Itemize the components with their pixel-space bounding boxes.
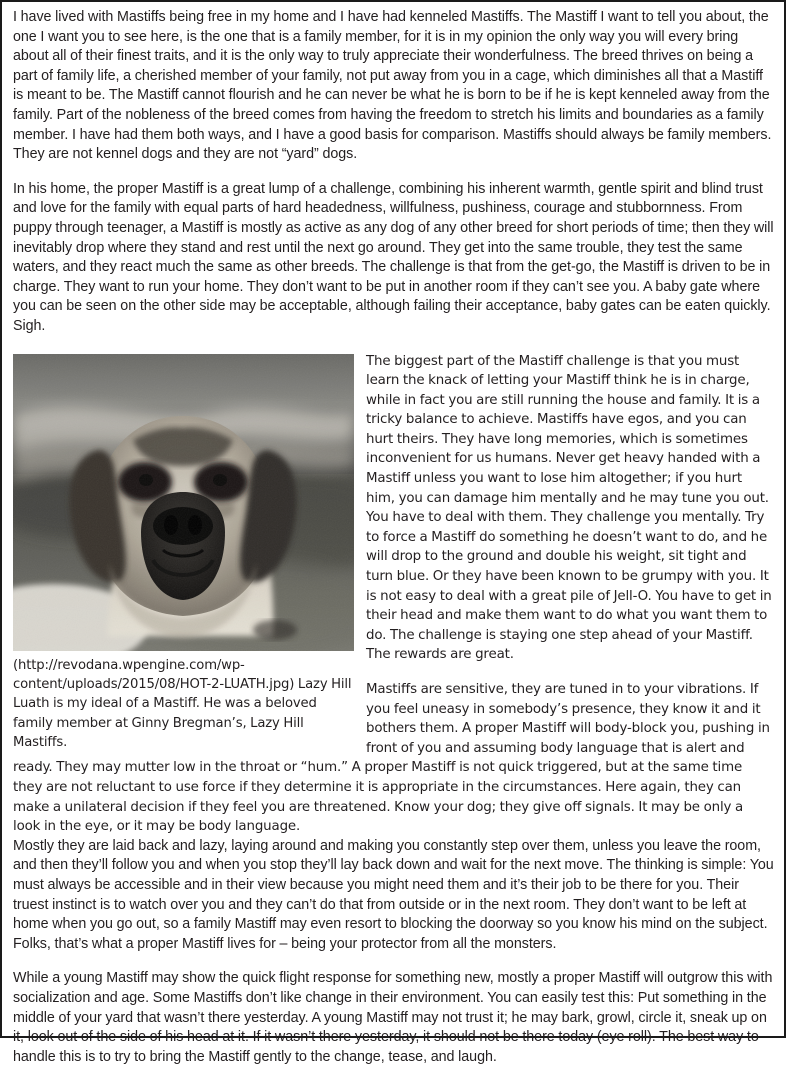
paragraph-6: While a young Mastiff may show the quick flight response for something new, mostly a proper Mastiff will outgrow this with socialization and age. Some Mastiffs don’t like change in their environment. You can easily test this: Put something in the middle of your yard that wasn’t there yesterday. A young Mastiff may not trust it; he may bark, growl, circle it, sneak up on it, look out of the side of his head at it. If it wasn’t there yesterday, it should not be there today (eye roll). The best way to handle this is to try to bring the Mastiff gently to the change, tease, and laugh.: [13, 970, 773, 1065]
image-text-wrap-block: [13, 352, 774, 837]
paragraph-4: Mastiffs are sensitive, they are tuned in to your vibrations. If you feel uneasy in somebody’s presence, they know it and it bothers them. A proper Mastiff will body-block you, pushing in front of you and assuming body language that is alert and ready. They may mutter low in the throat or “hum.” A proper Mastiff is not quick triggered, but at the same time they are not reluctant to use force if they determine it is appropriate in the circumstances. Here again, they can make a unilateral decision if they feel you are threatened. Know your dog; they give off signals. It may be only a look in the eye, or it may be body language.: [13, 682, 770, 835]
page-content: [13, 8, 774, 1065]
paragraph-3: The biggest part of the Mastiff challenge is that you must learn the knack of letting your Mastiff think he is in charge, while in fact you are still running the house and family. It is a tricky balance to achieve. Mastiffs have egos, and you can hurt theirs. They have long memories, which is sometimes inconvenient for us humans. Never get heavy handed with a Mastiff unless you want to lose him altogether; if you hurt him, you can damage him mentally and he may tune you out. You have to deal with them. They challenge you mentally. Try to force a Mastiff do something he doesn’t want to do, and he will drop to the ground and double his weight, sit tight and turn blue. Or they have been known to be grumpy with you. It is not easy to deal with a great pile of Jell-O. You have to get in their head and make them want to do what you want them to do. The challenge is staying one step ahead of your Mastiff. The rewards are great.: [366, 353, 772, 663]
paragraph-2: In his home, the proper Mastiff is a great lump of a challenge, combining his inherent warmth, gentle spirit and blind trust and love for the family with equal parts of hard headedness, willfulness, pushiness, courage and stubbornness. From puppy through teenager, a Mastiff is mostly as active as any dog of any other breed for short periods of time; then they will inevitably drop where they stand and rest until the next go around. They get into the same trouble, they test the same waters, and they react much the same as other breeds. The challenge is that from the get-go, the Mastiff is driven to be in charge. They want to run your home. They don’t want to be put in another room if they can’t see you. A baby gate where you can be seen on the other side may be acceptable, although failing their acceptance, baby gates can be eaten quickly. Sigh.: [13, 180, 774, 334]
figure-caption-text: Lazy Hill Luath is my ideal of a Mastiff. He was a beloved family member at Ginny Bregman’s, Lazy Hill Mastiffs.: [13, 676, 352, 751]
paragraph-1: I have lived with Mastiffs being free in my home and I have had kenneled Mastiffs. The Mastiff I want to tell you about, the one I want you to see here, is the one that is a family member, for it is in my opinion the only way you will every bring about all of their finest traits, and it is the only way to truly appreciate their wonderfulness. The breed thrives on being a part of family life, a cherished member of your family, not put away from you in a cage, which diminishes all that a Mastiff is meant to be. The Mastiff cannot flourish and he can never be what he is born to be if he is kept kenneled away from the family. Part of the nobleness of the breed comes from having the freedom to stretch his limits and boundaries as a family member. I have had them both ways, and I have a good basis for comparison. Mastiffs should always be family members. They are not kennel dogs and they are not “yard” dogs.: [13, 9, 772, 163]
figure-caption-url: (http://revodana.wpengine.com/wp-content/uploads/2015/08/HOT-2-LUATH.jpg): [13, 657, 295, 692]
mastiff-photo-figure: [13, 354, 354, 753]
paragraph-5: Mostly they are laid back and lazy, laying around and making you constantly step over them, unless you leave the room, and then they’ll follow you and when you stop they’ll lay back down and wait for the next move. The thinking is simple: You must always be accessible and in their view because you might need them and it’s their job to be there for you. Their truest instinct is to watch over you and they can’t do that from outside or in the next room. They don’t want to be left at home when you go out, so a family Mastiff may even resort to blocking the doorway so you know his mind on the subject. Folks, that’s what a proper Mastiff lives for – being your protector from all the monsters.: [13, 837, 774, 952]
mastiff-photo: [13, 354, 354, 651]
figure-caption: [13, 656, 354, 753]
